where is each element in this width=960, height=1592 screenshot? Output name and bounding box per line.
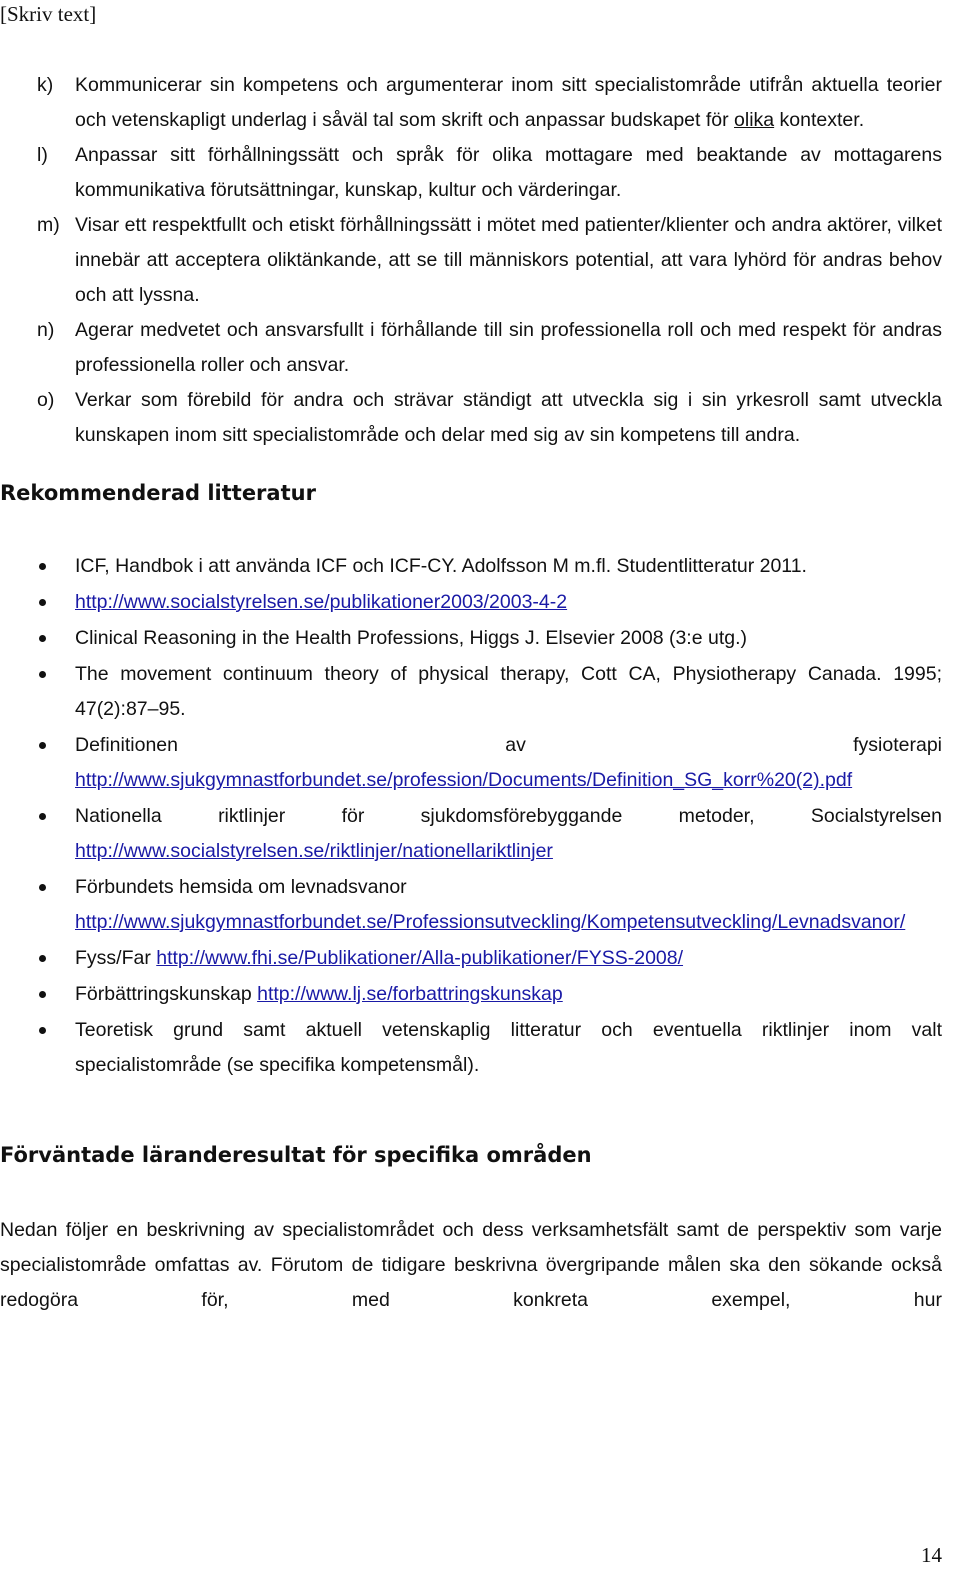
list-item-k [0, 68, 942, 138]
literature-word: Socialstyrelsen [810, 805, 942, 827]
bullet-icon [39, 635, 46, 642]
list-marker: m) [37, 214, 60, 236]
literature-item [0, 1013, 942, 1083]
literature-item [0, 941, 942, 976]
page-number: 14 [921, 1543, 942, 1567]
literature-link[interactable]: http://www.sjukgymnastforbundet.se/profession/Documents/Definition_SG_korr%20(2).pdf [75, 769, 853, 791]
list-item-n [0, 313, 942, 383]
literature-word: för [341, 805, 365, 827]
outcomes-paragraph: Nedan följer en beskrivning av specialistområdet och dess verksamhetsfält samt de perspektiv som varje specialistområde omfattas av. Förutom de tidigare beskrivna övergripande målen ska den sökande också redogöra för, med konkreta exempel, hur [0, 1219, 942, 1311]
literature-item [0, 977, 942, 1012]
list-item-text: Visar ett respektfullt och etiskt förhållningssätt i mötet med patienter/klienter och andra aktörer, vilket innebär att acceptera oliktänkande, att se till människors potential, att vara lyhörd för andras behov och att lyssna. [75, 214, 942, 306]
literature-word: metoder, [678, 805, 755, 827]
literature-link[interactable]: http://www.sjukgymnastforbundet.se/Professionsutveckling/Kompetensutveckling/Levnadsvanor/ [75, 911, 906, 933]
bullet-icon [39, 884, 46, 891]
literature-word: sjukdomsförebyggande [420, 805, 623, 827]
literature-text: Fyss/Far [75, 947, 157, 969]
list-item-o [0, 383, 942, 453]
literature-word: riktlinjer [218, 805, 286, 827]
literature-link[interactable]: http://www.fhi.se/Publikationer/Alla-publikationer/FYSS-2008/ [156, 947, 684, 969]
literature-text-line [75, 799, 942, 834]
list-item-text-end: kontexter. [774, 109, 865, 131]
literature-item [0, 657, 942, 727]
list-item-m [0, 208, 942, 313]
literature-link[interactable]: http://www.lj.se/forbattringskunskap [257, 983, 563, 1005]
list-item-text: Agerar medvetet och ansvarsfullt i förhållande till sin professionella roll och med respekt för andras professionella roller och ansvar. [75, 319, 942, 376]
literature-link[interactable]: http://www.socialstyrelsen.se/riktlinjer/nationellariktlinjer [75, 840, 553, 862]
literature-word: fysioterapi [853, 734, 942, 756]
list-item-l [0, 138, 942, 208]
document-body [0, 68, 942, 1318]
literature-word: av [505, 734, 526, 756]
bullet-icon [39, 1027, 46, 1034]
list-marker: l) [37, 144, 48, 166]
literature-item [0, 585, 942, 620]
bullet-icon [39, 599, 46, 606]
list-item-text: Verkar som förebild för andra och strävar ständigt att utveckla sig i sin yrkesroll samt utveckla kunskapen inom sitt specialistområde och delar med sig av sin kompetens till andra. [75, 389, 942, 446]
literature-link[interactable]: http://www.socialstyrelsen.se/publikationer2003/2003-4-2 [75, 591, 568, 613]
literature-word: Nationella [75, 805, 162, 827]
literature-word: Definitionen [75, 734, 178, 756]
literature-list [0, 549, 942, 1083]
underlined-word: olika [734, 109, 775, 131]
literature-text: Teoretisk grund samt aktuell vetenskaplig litteratur och eventuella riktlinjer inom valt specialistområde (se specifika kompetensmål). [75, 1019, 942, 1076]
list-marker: k) [37, 74, 54, 96]
list-item-text: Anpassar sitt förhållningssätt och språk för olika mottagare med beaktande av mottagarens kommunikativa förutsättningar, kunskap, kultur och värderingar. [75, 144, 942, 201]
page-header: [Skriv text] [0, 2, 97, 26]
literature-text: Förbättringskunskap [75, 983, 258, 1005]
literature-item [0, 728, 942, 798]
outcomes-heading: Förväntade läranderesultat för specifika områden [0, 1143, 592, 1167]
list-marker: n) [37, 319, 55, 341]
bullet-icon [39, 742, 46, 749]
literature-text: Clinical Reasoning in the Health Professions, Higgs J. Elsevier 2008 (3:e utg.) [75, 627, 748, 649]
literature-text-line [75, 728, 942, 763]
literature-item [0, 870, 942, 940]
bullet-icon [39, 563, 46, 570]
bullet-icon [39, 671, 46, 678]
list-marker: o) [37, 389, 55, 411]
literature-item [0, 799, 942, 869]
literature-heading: Rekommenderad litteratur [0, 481, 316, 505]
bullet-icon [39, 991, 46, 998]
literature-item [0, 621, 942, 656]
bullet-icon [39, 955, 46, 962]
list-item-text: Kommunicerar sin kompetens och argumenterar inom sitt specialistområde utifrån aktuella teorier och vetenskapligt underlag i såväl tal som skrift och anpassar budskapet för [75, 74, 942, 131]
literature-text: ICF, Handbok i att använda ICF och ICF-CY. Adolfsson M m.fl. Studentlitteratur 2011. [75, 555, 807, 577]
literature-text: Förbundets hemsida om levnadsvanor [75, 876, 407, 898]
literature-text: The movement continuum theory of physical therapy, Cott CA, Physiotherapy Canada. 1995; 47(2):87–95. [75, 663, 942, 720]
literature-item [0, 549, 942, 584]
bullet-icon [39, 813, 46, 820]
